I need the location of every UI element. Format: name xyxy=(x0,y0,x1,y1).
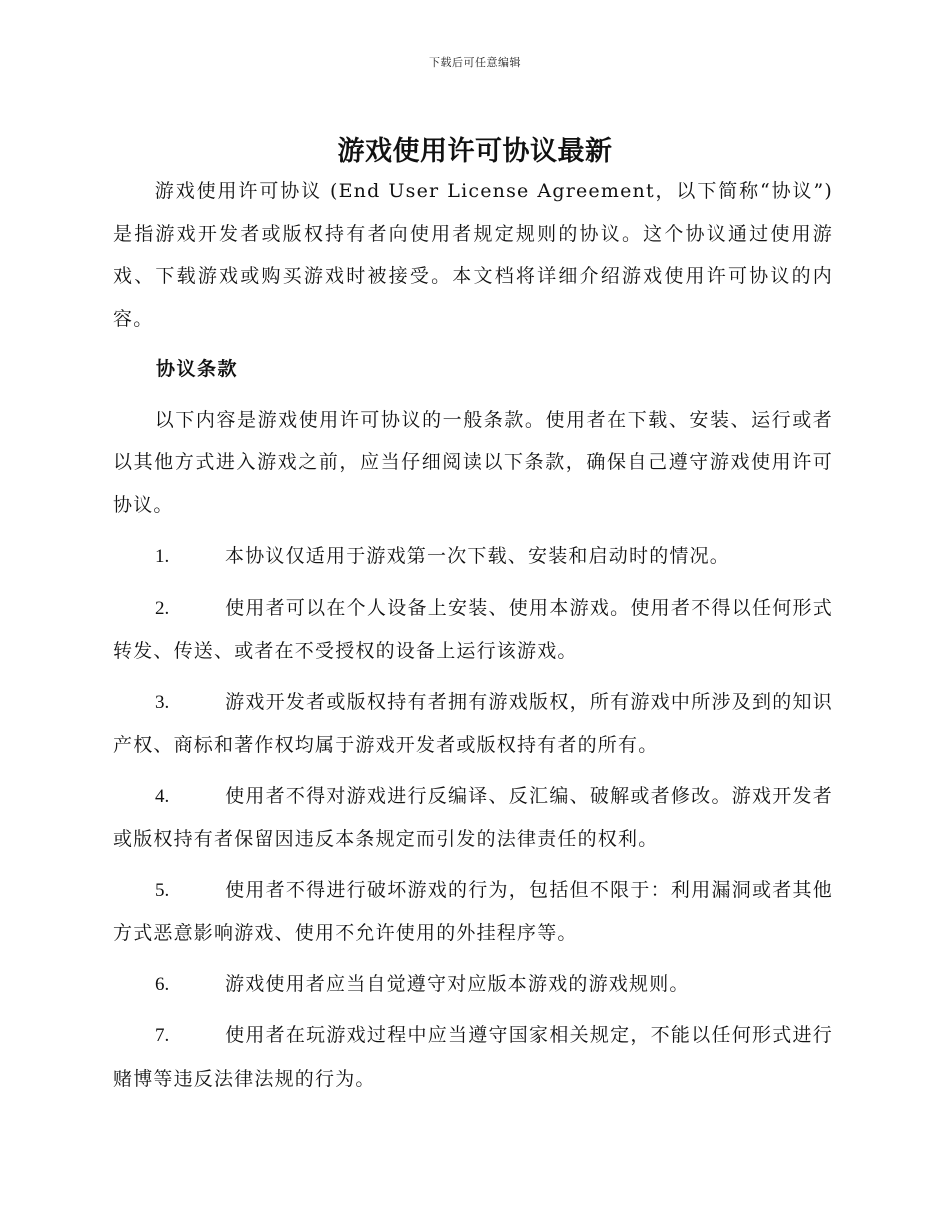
terms-list xyxy=(113,535,833,1100)
list-item-text: 游戏使用者应当自觉遵守对应版本游戏的游戏规则。 xyxy=(225,972,690,995)
list-item xyxy=(113,963,833,1007)
list-item-number: 6. xyxy=(155,973,170,995)
list-item-text: 本协议仅适用于游戏第一次下载、安装和启动时的情况。 xyxy=(225,545,731,567)
list-item-number: 7. xyxy=(155,1025,170,1046)
document-body xyxy=(113,170,833,1108)
list-item-number: 1. xyxy=(155,546,170,567)
document-title: 游戏使用许可协议最新 xyxy=(337,136,613,167)
list-item-number: 2. xyxy=(155,597,170,619)
list-item xyxy=(113,535,833,579)
section-heading: 协议条款 xyxy=(156,358,239,380)
list-item xyxy=(113,681,833,767)
list-item xyxy=(113,1014,833,1100)
list-item-number: 5. xyxy=(155,879,170,901)
list-item-number: 3. xyxy=(155,691,170,713)
list-item-text: 使用者不得进行破坏游戏的行为，包括但不限于：利用漏洞或者其他方式恶意影响游戏、使用不允许使用的外挂程序等。 xyxy=(113,878,833,944)
list-item-number: 4. xyxy=(155,785,170,807)
header-note: 下载后可任意编辑 xyxy=(429,56,521,69)
list-item xyxy=(113,869,833,955)
section-intro-paragraph: 以下内容是游戏使用许可协议的一般条款。使用者在下载、安装、运行或者以其他方式进入游戏之前，应当仔细阅读以下条款，确保自己遵守游戏使用许可协议。 xyxy=(113,408,833,516)
intro-paragraph: 游戏使用许可协议 (End User License Agreement，以下简称“协议”) 是指游戏开发者或版权持有者向使用者规定规则的协议。这个协议通过使用游戏、下载游戏或购买游戏时被接受。本文档将详细介绍游戏使用许可协议的内容。 xyxy=(113,180,833,330)
list-item-text: 使用者不得对游戏进行反编译、反汇编、破解或者修改。游戏开发者或版权持有者保留因违反本条规定而引发的法律责任的权利。 xyxy=(113,784,833,850)
list-item xyxy=(113,775,833,861)
list-item-text: 使用者在玩游戏过程中应当遵守国家相关规定，不能以任何形式进行赌博等违反法律法规的行为。 xyxy=(113,1024,833,1090)
list-item xyxy=(113,587,833,673)
list-item-text: 游戏开发者或版权持有者拥有游戏版权，所有游戏中所涉及到的知识产权、商标和著作权均属于游戏开发者或版权持有者的所有。 xyxy=(113,690,833,756)
list-item-text: 使用者可以在个人设备上安装、使用本游戏。使用者不得以任何形式转发、传送、或者在不受授权的设备上运行该游戏。 xyxy=(113,596,833,662)
